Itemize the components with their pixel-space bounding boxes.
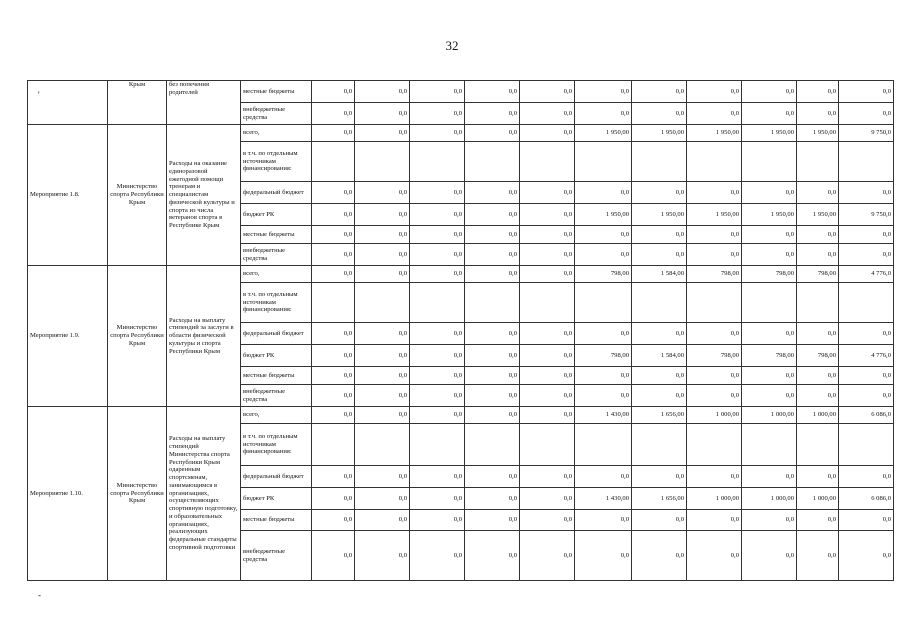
amount-cell: 0,0 bbox=[355, 266, 410, 283]
amount-cell: 0,0 bbox=[465, 103, 520, 125]
amount-cell: 0,0 bbox=[312, 466, 355, 488]
amount-cell: 0,0 bbox=[687, 367, 742, 385]
amount-cell: 0,0 bbox=[520, 125, 575, 142]
amount-cell: 1 000,00 bbox=[797, 488, 839, 510]
event-description: Расходы на выплату стипендий Министерства спорта Республики Крым одаренным спортсменам, занимающимся в организациях, осуществляющих спортивную подготовку, и образовательных организациях, реализующих федеральные стандарты спортивной подготовки bbox=[167, 407, 241, 581]
amount-cell: 0,0 bbox=[465, 226, 520, 244]
amount-cell bbox=[520, 283, 575, 323]
amount-cell: 0,0 bbox=[312, 531, 355, 581]
amount-cell: 1 950,00 bbox=[797, 204, 839, 226]
amount-cell: 0,0 bbox=[797, 510, 839, 531]
amount-cell bbox=[575, 142, 632, 182]
amount-cell: 0,0 bbox=[520, 488, 575, 510]
amount-cell: 0,0 bbox=[687, 226, 742, 244]
amount-cell: 798,00 bbox=[742, 266, 797, 283]
amount-cell: 0,0 bbox=[632, 385, 687, 407]
amount-cell: 0,0 bbox=[355, 385, 410, 407]
executor: Министерство спорта Республики Крым bbox=[108, 407, 167, 581]
amount-cell: 0,0 bbox=[355, 81, 410, 103]
amount-cell: 1 950,00 bbox=[575, 125, 632, 142]
amount-cell: 1 430,00 bbox=[575, 407, 632, 424]
amount-cell: 0,0 bbox=[355, 226, 410, 244]
amount-cell: 798,00 bbox=[575, 266, 632, 283]
funding-source: бюджет РК bbox=[241, 345, 312, 367]
amount-cell: 0,0 bbox=[312, 226, 355, 244]
amount-cell: 0,0 bbox=[520, 385, 575, 407]
funding-source: всего, bbox=[241, 125, 312, 142]
amount-cell bbox=[839, 283, 894, 323]
amount-cell: 0,0 bbox=[312, 385, 355, 407]
amount-cell: 0,0 bbox=[410, 466, 465, 488]
amount-cell: 0,0 bbox=[410, 244, 465, 266]
amount-cell: 0,0 bbox=[742, 226, 797, 244]
amount-cell: 1 950,00 bbox=[742, 204, 797, 226]
amount-cell: 0,0 bbox=[312, 125, 355, 142]
amount-cell: 1 950,00 bbox=[742, 125, 797, 142]
amount-cell bbox=[575, 283, 632, 323]
amount-cell bbox=[355, 283, 410, 323]
amount-cell: 0,0 bbox=[312, 81, 355, 103]
event-name: Мероприятие 1.10. bbox=[28, 407, 108, 581]
amount-cell: 9 750,0 bbox=[839, 125, 894, 142]
amount-cell bbox=[797, 283, 839, 323]
amount-cell: 0,0 bbox=[410, 204, 465, 226]
amount-cell: 0,0 bbox=[520, 204, 575, 226]
event-name bbox=[28, 81, 108, 125]
amount-cell: 0,0 bbox=[575, 226, 632, 244]
amount-cell: 0,0 bbox=[355, 182, 410, 204]
amount-cell bbox=[687, 424, 742, 466]
amount-cell bbox=[465, 283, 520, 323]
amount-cell: 0,0 bbox=[410, 407, 465, 424]
amount-cell: 0,0 bbox=[520, 266, 575, 283]
amount-cell: 0,0 bbox=[355, 510, 410, 531]
amount-cell: 0,0 bbox=[410, 226, 465, 244]
funding-source: федеральный бюджет bbox=[241, 182, 312, 204]
amount-cell: 0,0 bbox=[355, 367, 410, 385]
amount-cell: 0,0 bbox=[575, 182, 632, 204]
amount-cell: 0,0 bbox=[465, 244, 520, 266]
amount-cell: 0,0 bbox=[575, 367, 632, 385]
amount-cell: 1 656,00 bbox=[632, 407, 687, 424]
amount-cell: 0,0 bbox=[355, 323, 410, 345]
amount-cell: 0,0 bbox=[575, 244, 632, 266]
funding-source: в т.ч. по отдельным источникам финансирования: bbox=[241, 142, 312, 182]
amount-cell: 0,0 bbox=[355, 125, 410, 142]
amount-cell: 0,0 bbox=[632, 226, 687, 244]
amount-cell: 0,0 bbox=[355, 488, 410, 510]
amount-cell: 0,0 bbox=[410, 531, 465, 581]
amount-cell: 1 000,00 bbox=[742, 488, 797, 510]
amount-cell: 0,0 bbox=[839, 81, 894, 103]
amount-cell: 4 776,0 bbox=[839, 266, 894, 283]
amount-cell: 0,0 bbox=[839, 510, 894, 531]
stray-mark: - bbox=[38, 590, 41, 600]
amount-cell: 0,0 bbox=[520, 466, 575, 488]
amount-cell: 0,0 bbox=[312, 323, 355, 345]
amount-cell: 1 950,00 bbox=[575, 204, 632, 226]
event-name: Мероприятие 1.8. bbox=[28, 125, 108, 266]
amount-cell: 0,0 bbox=[410, 81, 465, 103]
amount-cell: 0,0 bbox=[575, 323, 632, 345]
amount-cell: 0,0 bbox=[520, 367, 575, 385]
amount-cell: 6 086,0 bbox=[839, 407, 894, 424]
amount-cell: 0,0 bbox=[520, 182, 575, 204]
amount-cell: 0,0 bbox=[465, 488, 520, 510]
amount-cell: 0,0 bbox=[687, 510, 742, 531]
amount-cell: 0,0 bbox=[632, 466, 687, 488]
amount-cell: 0,0 bbox=[839, 244, 894, 266]
amount-cell: 0,0 bbox=[465, 531, 520, 581]
amount-cell: 798,00 bbox=[687, 266, 742, 283]
executor: Министерство спорта Республики Крым bbox=[108, 266, 167, 407]
amount-cell: 0,0 bbox=[355, 204, 410, 226]
amount-cell: 9 750,0 bbox=[839, 204, 894, 226]
event-description: без попечения родителей bbox=[167, 81, 241, 125]
amount-cell: 1 584,00 bbox=[632, 266, 687, 283]
table-row bbox=[28, 81, 894, 103]
amount-cell bbox=[312, 283, 355, 323]
amount-cell: 0,0 bbox=[520, 226, 575, 244]
amount-cell: 0,0 bbox=[687, 103, 742, 125]
amount-cell: 0,0 bbox=[465, 266, 520, 283]
amount-cell bbox=[520, 424, 575, 466]
funding-source: федеральный бюджет bbox=[241, 323, 312, 345]
amount-cell: 0,0 bbox=[355, 103, 410, 125]
amount-cell: 0,0 bbox=[687, 182, 742, 204]
amount-cell: 0,0 bbox=[742, 466, 797, 488]
amount-cell: 0,0 bbox=[410, 510, 465, 531]
funding-source: местные бюджеты bbox=[241, 81, 312, 103]
amount-cell: 0,0 bbox=[465, 125, 520, 142]
amount-cell: 0,0 bbox=[465, 204, 520, 226]
amount-cell: 0,0 bbox=[575, 510, 632, 531]
amount-cell: 0,0 bbox=[312, 204, 355, 226]
amount-cell: 0,0 bbox=[797, 81, 839, 103]
amount-cell: 1 430,00 bbox=[575, 488, 632, 510]
amount-cell bbox=[797, 424, 839, 466]
amount-cell: 0,0 bbox=[312, 103, 355, 125]
executor: Министерство спорта Республики Крым bbox=[108, 125, 167, 266]
amount-cell: 0,0 bbox=[575, 81, 632, 103]
amount-cell: 0,0 bbox=[312, 244, 355, 266]
amount-cell: 0,0 bbox=[742, 385, 797, 407]
amount-cell: 0,0 bbox=[742, 244, 797, 266]
amount-cell: 0,0 bbox=[797, 385, 839, 407]
amount-cell bbox=[632, 142, 687, 182]
amount-cell: 0,0 bbox=[312, 510, 355, 531]
amount-cell: 0,0 bbox=[839, 323, 894, 345]
amount-cell: 1 584,00 bbox=[632, 345, 687, 367]
amount-cell bbox=[742, 424, 797, 466]
amount-cell: 0,0 bbox=[355, 244, 410, 266]
amount-cell: 0,0 bbox=[839, 531, 894, 581]
amount-cell: 1 950,00 bbox=[687, 125, 742, 142]
amount-cell: 0,0 bbox=[687, 323, 742, 345]
amount-cell bbox=[355, 424, 410, 466]
amount-cell: 1 950,00 bbox=[632, 125, 687, 142]
amount-cell: 798,00 bbox=[687, 345, 742, 367]
amount-cell: 0,0 bbox=[410, 385, 465, 407]
amount-cell: 0,0 bbox=[687, 244, 742, 266]
amount-cell: 0,0 bbox=[687, 81, 742, 103]
amount-cell bbox=[312, 142, 355, 182]
funding-source: внебюджетные средства bbox=[241, 103, 312, 125]
table-row bbox=[28, 407, 894, 424]
event-name: Мероприятие 1.9. bbox=[28, 266, 108, 407]
amount-cell: 1 000,00 bbox=[687, 407, 742, 424]
amount-cell: 0,0 bbox=[410, 367, 465, 385]
table-row bbox=[28, 266, 894, 283]
amount-cell: 0,0 bbox=[410, 266, 465, 283]
amount-cell: 0,0 bbox=[410, 103, 465, 125]
amount-cell: 0,0 bbox=[355, 466, 410, 488]
amount-cell: 0,0 bbox=[742, 323, 797, 345]
amount-cell bbox=[312, 424, 355, 466]
amount-cell: 798,00 bbox=[797, 345, 839, 367]
event-description: Расходы на выплату стипендий за заслуги в области физической культуры и спорта Республики Крым bbox=[167, 266, 241, 407]
amount-cell bbox=[520, 142, 575, 182]
amount-cell: 0,0 bbox=[797, 367, 839, 385]
amount-cell: 1 950,00 bbox=[797, 125, 839, 142]
amount-cell: 0,0 bbox=[797, 182, 839, 204]
amount-cell: 0,0 bbox=[839, 182, 894, 204]
budget-table bbox=[27, 80, 894, 581]
amount-cell: 1 000,00 bbox=[742, 407, 797, 424]
amount-cell: 0,0 bbox=[839, 226, 894, 244]
amount-cell: 0,0 bbox=[839, 103, 894, 125]
funding-source: всего, bbox=[241, 266, 312, 283]
amount-cell: 0,0 bbox=[839, 385, 894, 407]
amount-cell: 0,0 bbox=[520, 103, 575, 125]
amount-cell: 1 000,00 bbox=[687, 488, 742, 510]
amount-cell: 0,0 bbox=[632, 323, 687, 345]
funding-source: внебюджетные средства bbox=[241, 531, 312, 581]
amount-cell bbox=[742, 283, 797, 323]
amount-cell: 0,0 bbox=[742, 103, 797, 125]
funding-source: в т.ч. по отдельным источникам финансирования: bbox=[241, 283, 312, 323]
amount-cell: 0,0 bbox=[355, 531, 410, 581]
funding-source: внебюджетные средства bbox=[241, 244, 312, 266]
amount-cell: 4 776,0 bbox=[839, 345, 894, 367]
funding-source: всего, bbox=[241, 407, 312, 424]
amount-cell: 0,0 bbox=[465, 407, 520, 424]
amount-cell bbox=[465, 424, 520, 466]
amount-cell: 0,0 bbox=[687, 385, 742, 407]
funding-source: в т.ч. по отдельным источникам финансирования: bbox=[241, 424, 312, 466]
amount-cell: 0,0 bbox=[742, 531, 797, 581]
amount-cell: 0,0 bbox=[312, 367, 355, 385]
amount-cell: 0,0 bbox=[742, 510, 797, 531]
amount-cell: 0,0 bbox=[632, 367, 687, 385]
amount-cell bbox=[742, 142, 797, 182]
event-description: Расходы на оказание единоразовой ежегодной помощи тренерам и специалистам физической культуры и спорта из числа ветеранов спорта в Республике Крым bbox=[167, 125, 241, 266]
amount-cell: 1 950,00 bbox=[687, 204, 742, 226]
amount-cell: 0,0 bbox=[839, 367, 894, 385]
amount-cell: 0,0 bbox=[632, 531, 687, 581]
funding-source: внебюджетные средства bbox=[241, 385, 312, 407]
amount-cell: 0,0 bbox=[465, 510, 520, 531]
executor: Крым bbox=[108, 81, 167, 125]
amount-cell: 0,0 bbox=[797, 103, 839, 125]
amount-cell: 0,0 bbox=[465, 367, 520, 385]
amount-cell: 0,0 bbox=[355, 345, 410, 367]
funding-source: бюджет РК bbox=[241, 204, 312, 226]
funding-source: местные бюджеты bbox=[241, 226, 312, 244]
amount-cell bbox=[575, 424, 632, 466]
stray-mark: ' bbox=[38, 90, 40, 100]
amount-cell: 0,0 bbox=[410, 345, 465, 367]
amount-cell: 0,0 bbox=[520, 407, 575, 424]
amount-cell: 0,0 bbox=[797, 466, 839, 488]
amount-cell: 0,0 bbox=[797, 226, 839, 244]
amount-cell: 0,0 bbox=[632, 103, 687, 125]
amount-cell bbox=[465, 142, 520, 182]
amount-cell: 0,0 bbox=[797, 244, 839, 266]
amount-cell: 0,0 bbox=[575, 385, 632, 407]
funding-source: местные бюджеты bbox=[241, 510, 312, 531]
amount-cell: 0,0 bbox=[465, 466, 520, 488]
amount-cell: 0,0 bbox=[687, 531, 742, 581]
amount-cell: 0,0 bbox=[575, 531, 632, 581]
amount-cell: 798,00 bbox=[797, 266, 839, 283]
amount-cell bbox=[632, 424, 687, 466]
amount-cell: 0,0 bbox=[520, 345, 575, 367]
amount-cell: 0,0 bbox=[520, 510, 575, 531]
amount-cell: 0,0 bbox=[575, 466, 632, 488]
page-number: 32 bbox=[445, 38, 459, 53]
amount-cell: 0,0 bbox=[312, 407, 355, 424]
amount-cell bbox=[839, 424, 894, 466]
amount-cell: 0,0 bbox=[465, 182, 520, 204]
amount-cell: 0,0 bbox=[312, 345, 355, 367]
amount-cell bbox=[410, 283, 465, 323]
amount-cell: 0,0 bbox=[465, 323, 520, 345]
amount-cell: 0,0 bbox=[410, 323, 465, 345]
amount-cell: 0,0 bbox=[797, 531, 839, 581]
amount-cell: 0,0 bbox=[312, 266, 355, 283]
amount-cell: 0,0 bbox=[520, 81, 575, 103]
amount-cell: 0,0 bbox=[797, 323, 839, 345]
amount-cell bbox=[839, 142, 894, 182]
amount-cell: 0,0 bbox=[410, 488, 465, 510]
amount-cell: 0,0 bbox=[312, 182, 355, 204]
amount-cell: 798,00 bbox=[575, 345, 632, 367]
amount-cell: 0,0 bbox=[465, 81, 520, 103]
amount-cell: 0,0 bbox=[312, 488, 355, 510]
amount-cell: 0,0 bbox=[355, 407, 410, 424]
amount-cell: 0,0 bbox=[839, 466, 894, 488]
amount-cell: 0,0 bbox=[687, 466, 742, 488]
amount-cell: 1 000,00 bbox=[797, 407, 839, 424]
table-row bbox=[28, 125, 894, 142]
amount-cell: 0,0 bbox=[410, 182, 465, 204]
amount-cell: 0,0 bbox=[632, 81, 687, 103]
amount-cell: 0,0 bbox=[632, 244, 687, 266]
amount-cell: 0,0 bbox=[742, 367, 797, 385]
amount-cell: 1 656,00 bbox=[632, 488, 687, 510]
amount-cell bbox=[632, 283, 687, 323]
amount-cell: 1 950,00 bbox=[632, 204, 687, 226]
amount-cell bbox=[410, 142, 465, 182]
amount-cell bbox=[410, 424, 465, 466]
amount-cell: 0,0 bbox=[520, 531, 575, 581]
funding-source: федеральный бюджет bbox=[241, 466, 312, 488]
amount-cell: 0,0 bbox=[410, 125, 465, 142]
amount-cell bbox=[355, 142, 410, 182]
amount-cell: 0,0 bbox=[742, 81, 797, 103]
amount-cell: 798,00 bbox=[742, 345, 797, 367]
amount-cell: 0,0 bbox=[632, 182, 687, 204]
amount-cell: 0,0 bbox=[520, 244, 575, 266]
amount-cell: 0,0 bbox=[465, 345, 520, 367]
amount-cell: 0,0 bbox=[632, 510, 687, 531]
amount-cell: 0,0 bbox=[575, 103, 632, 125]
funding-source: бюджет РК bbox=[241, 488, 312, 510]
amount-cell bbox=[797, 142, 839, 182]
amount-cell: 6 086,0 bbox=[839, 488, 894, 510]
funding-source: местные бюджеты bbox=[241, 367, 312, 385]
amount-cell: 0,0 bbox=[742, 182, 797, 204]
amount-cell: 0,0 bbox=[465, 385, 520, 407]
amount-cell bbox=[687, 283, 742, 323]
amount-cell bbox=[687, 142, 742, 182]
amount-cell: 0,0 bbox=[520, 323, 575, 345]
